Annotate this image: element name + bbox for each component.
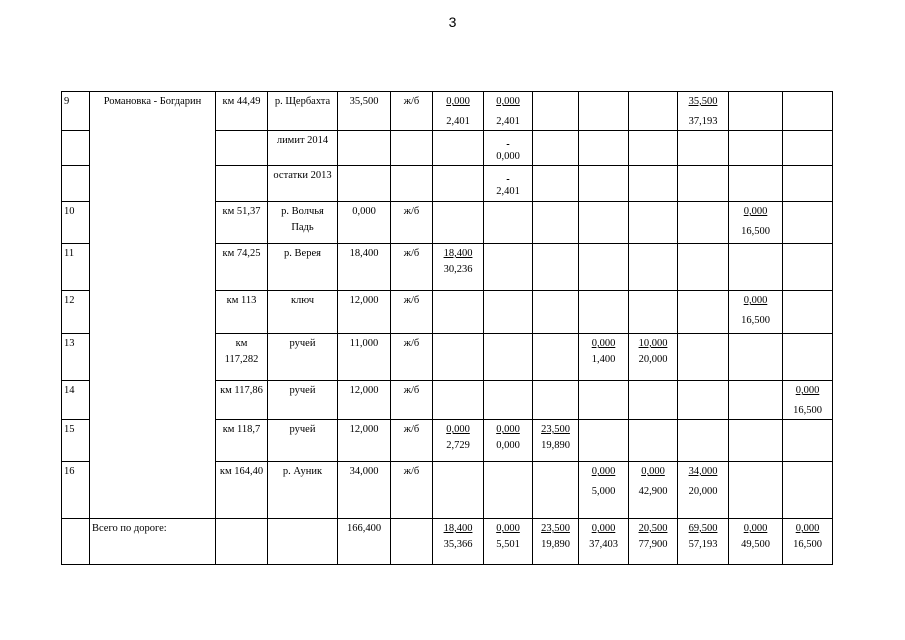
value-cell-8 [783, 92, 833, 131]
table-body [62, 92, 833, 565]
value-cell-4 [579, 92, 629, 131]
value-cell-7 [729, 420, 783, 462]
cost-value: 5,501 [496, 539, 520, 550]
cost-value: 2,401 [446, 116, 470, 127]
value-cell-7 [729, 202, 783, 244]
value-pair [581, 521, 626, 553]
row-number [62, 131, 90, 166]
planned-value: 0,000 [591, 338, 616, 349]
value-pair [680, 464, 726, 500]
value-cell-6 [678, 131, 729, 166]
crossing-object: р. Верея [268, 244, 338, 291]
row-number: 15 [62, 420, 90, 462]
value-cell-1 [433, 291, 484, 334]
cost-value: 77,900 [638, 539, 668, 550]
value-cell-2 [484, 166, 533, 202]
material: ж/б [391, 244, 433, 291]
crossing-object: р. Щербахта [268, 92, 338, 131]
value-cell-2 [484, 92, 533, 131]
cost-value: 5,000 [591, 486, 616, 497]
value-cell-8 [783, 244, 833, 291]
planned-value: 35,500 [688, 96, 718, 107]
value-pair [680, 521, 726, 553]
cost-value: 19,890 [541, 440, 570, 451]
planned-value: 10,000 [638, 338, 668, 349]
value-cell-8 [783, 202, 833, 244]
planned-value: 0,000 [743, 295, 768, 306]
material: ж/б [391, 202, 433, 244]
length-value: 12,000 [338, 381, 391, 420]
cost-value: 35,366 [443, 539, 473, 550]
km-position: км 113 [216, 291, 268, 334]
value-cell-8 [783, 131, 833, 166]
km-position: км 164,40 [216, 462, 268, 519]
km-position [216, 131, 268, 166]
value-cell-6 [678, 420, 729, 462]
value-cell-7 [729, 381, 783, 420]
value-cell-3 [533, 92, 579, 131]
value-pair [731, 293, 780, 329]
row-number: 16 [62, 462, 90, 519]
value-pair [581, 464, 626, 500]
value-cell-2 [484, 291, 533, 334]
length-value: 34,000 [338, 462, 391, 519]
bridge-table [61, 91, 833, 565]
planned-value: 0,000 [446, 424, 470, 435]
crossing-object: ручей [268, 420, 338, 462]
value-pair [435, 246, 481, 278]
planned-value: 0,000 [496, 523, 520, 534]
cost-value: 49,500 [741, 539, 770, 550]
row-number: 11 [62, 244, 90, 291]
planned-value: 0,000 [496, 424, 520, 435]
value-pair [731, 521, 780, 553]
value-cell-2 [484, 462, 533, 519]
value-pair [785, 521, 830, 553]
value-cell-5 [629, 291, 678, 334]
value-pair [535, 422, 576, 454]
value-cell-3 [533, 244, 579, 291]
value-cell-4 [579, 462, 629, 519]
value-pair [486, 94, 530, 130]
value-cell-4 [579, 420, 629, 462]
total-value-4 [579, 519, 629, 565]
value-cell-3 [533, 291, 579, 334]
length-value: 35,500 [338, 92, 391, 131]
km-position: км 117,282 [216, 334, 268, 381]
value-cell-3 [533, 462, 579, 519]
value-cell-7 [729, 131, 783, 166]
total-value-6 [678, 519, 729, 565]
value-cell-4 [579, 202, 629, 244]
total-value-8 [783, 519, 833, 565]
value-cell-8 [783, 462, 833, 519]
value-pair [486, 168, 530, 200]
value-cell-4 [579, 166, 629, 202]
value-cell-1 [433, 166, 484, 202]
km-position [216, 166, 268, 202]
planned-value: 0,000 [795, 523, 820, 534]
value-cell-3 [533, 381, 579, 420]
cost-value: 2,729 [446, 440, 470, 451]
cost-value: 20,000 [638, 354, 668, 365]
value-cell-1 [433, 202, 484, 244]
value-cell-5 [629, 420, 678, 462]
total-value-3 [533, 519, 579, 565]
planned-value: 23,500 [541, 424, 570, 435]
material: ж/б [391, 420, 433, 462]
km-position: км 117,86 [216, 381, 268, 420]
planned-value: 69,500 [688, 523, 718, 534]
km-position: км 74,25 [216, 244, 268, 291]
material: ж/б [391, 381, 433, 420]
value-cell-6 [678, 381, 729, 420]
crossing-object: ручей [268, 381, 338, 420]
material [391, 166, 433, 202]
value-cell-2 [484, 334, 533, 381]
crossing-object: остатки 2013 [268, 166, 338, 202]
value-cell-4 [579, 381, 629, 420]
length-value: 0,000 [338, 202, 391, 244]
total-row [62, 519, 833, 565]
planned-value: 20,500 [638, 523, 668, 534]
cost-value: 16,500 [793, 405, 822, 416]
length-value: 11,000 [338, 334, 391, 381]
value-cell-1 [433, 420, 484, 462]
value-cell-5 [629, 166, 678, 202]
value-cell-1 [433, 244, 484, 291]
cost-value: 0,000 [496, 440, 520, 451]
value-cell-4 [579, 334, 629, 381]
cost-value: 30,236 [443, 264, 473, 275]
total-label: Всего по дороге: [90, 519, 216, 565]
cost-value: 37,193 [688, 116, 718, 127]
value-cell-5 [629, 381, 678, 420]
value-cell-6 [678, 166, 729, 202]
planned-value: 18,400 [443, 248, 473, 259]
value-pair [435, 94, 481, 130]
value-cell-8 [783, 166, 833, 202]
value-cell-5 [629, 131, 678, 166]
planned-value: 0,000 [591, 523, 616, 534]
value-cell-7 [729, 92, 783, 131]
cost-value: 2,401 [496, 116, 520, 127]
planned-value: 0,000 [446, 96, 470, 107]
row-number: 12 [62, 291, 90, 334]
value-pair [631, 464, 675, 500]
value-cell-6 [678, 244, 729, 291]
length-value: 12,000 [338, 420, 391, 462]
material [391, 131, 433, 166]
value-cell-4 [579, 291, 629, 334]
total-value-5 [629, 519, 678, 565]
value-pair [435, 521, 481, 553]
planned-value [486, 133, 530, 149]
value-pair [486, 521, 530, 553]
cost-value: 16,500 [741, 315, 770, 326]
value-cell-6 [678, 291, 729, 334]
total-value-1 [433, 519, 484, 565]
value-cell-6 [678, 202, 729, 244]
value-cell-1 [433, 92, 484, 131]
total-blank [216, 519, 268, 565]
length-value: 12,000 [338, 291, 391, 334]
length-value [338, 166, 391, 202]
value-cell-2 [484, 381, 533, 420]
value-cell-2 [484, 202, 533, 244]
km-position: км 118,7 [216, 420, 268, 462]
cost-value: 16,500 [741, 226, 770, 237]
planned-value: 34,000 [688, 466, 718, 477]
cost-value: 57,193 [688, 539, 718, 550]
value-pair [680, 94, 726, 130]
value-pair [435, 422, 481, 454]
value-cell-6 [678, 462, 729, 519]
planned-value: 0,000 [641, 466, 665, 477]
value-cell-3 [533, 334, 579, 381]
total-blank [268, 519, 338, 565]
cost-value: 1,400 [591, 354, 616, 365]
value-cell-7 [729, 291, 783, 334]
value-cell-8 [783, 420, 833, 462]
material: ж/б [391, 92, 433, 131]
value-cell-7 [729, 244, 783, 291]
cost-value: 2,401 [496, 186, 520, 197]
value-cell-7 [729, 166, 783, 202]
total-blank [62, 519, 90, 565]
value-cell-6 [678, 334, 729, 381]
crossing-object: ручей [268, 334, 338, 381]
total-blank [391, 519, 433, 565]
cost-value: 0,000 [496, 151, 520, 162]
crossing-object: лимит 2014 [268, 131, 338, 166]
value-cell-3 [533, 420, 579, 462]
value-cell-5 [629, 92, 678, 131]
value-cell-7 [729, 462, 783, 519]
cost-value: 20,000 [688, 486, 718, 497]
value-cell-4 [579, 244, 629, 291]
row-number: 13 [62, 334, 90, 381]
total-value-7 [729, 519, 783, 565]
planned-value: 18,400 [443, 523, 473, 534]
value-cell-2 [484, 244, 533, 291]
page-number: 3 [448, 14, 457, 30]
value-cell-8 [783, 291, 833, 334]
crossing-object: ключ [268, 291, 338, 334]
cost-value: 42,900 [638, 486, 668, 497]
value-cell-6 [678, 92, 729, 131]
planned-value: 0,000 [496, 96, 520, 107]
value-cell-3 [533, 202, 579, 244]
planned-value: 23,500 [541, 523, 570, 534]
value-cell-8 [783, 381, 833, 420]
value-pair [631, 336, 675, 368]
planned-value: 0,000 [795, 385, 820, 396]
value-cell-5 [629, 334, 678, 381]
length-value [338, 131, 391, 166]
value-pair [486, 133, 530, 165]
value-cell-1 [433, 462, 484, 519]
row-number: 14 [62, 381, 90, 420]
material: ж/б [391, 334, 433, 381]
planned-value: 0,000 [743, 206, 768, 217]
value-pair [581, 336, 626, 368]
crossing-object: р. Ауник [268, 462, 338, 519]
value-pair [631, 521, 675, 553]
total-value-2 [484, 519, 533, 565]
total-length: 166,400 [338, 519, 391, 565]
crossing-object: р. Волчья Падь [268, 202, 338, 244]
km-position: км 51,37 [216, 202, 268, 244]
value-pair [535, 521, 576, 553]
planned-value: 0,000 [743, 523, 768, 534]
value-pair [486, 422, 530, 454]
table-row [62, 92, 833, 131]
value-cell-3 [533, 131, 579, 166]
length-value: 18,400 [338, 244, 391, 291]
cost-value: 16,500 [793, 539, 822, 550]
planned-value [486, 168, 530, 184]
cost-value: 19,890 [541, 539, 570, 550]
cost-value: 37,403 [589, 539, 618, 550]
value-cell-5 [629, 462, 678, 519]
value-cell-4 [579, 131, 629, 166]
row-number: 9 [62, 92, 90, 131]
value-cell-1 [433, 334, 484, 381]
value-cell-2 [484, 131, 533, 166]
value-pair [785, 383, 830, 419]
material: ж/б [391, 291, 433, 334]
planned-value: 0,000 [591, 466, 616, 477]
km-position: км 44,49 [216, 92, 268, 131]
value-cell-1 [433, 381, 484, 420]
row-number [62, 166, 90, 202]
value-cell-5 [629, 244, 678, 291]
value-cell-2 [484, 420, 533, 462]
road-name: Романовка - Богдарин [90, 92, 216, 519]
row-number: 10 [62, 202, 90, 244]
value-cell-5 [629, 202, 678, 244]
value-cell-8 [783, 334, 833, 381]
value-cell-7 [729, 334, 783, 381]
material: ж/б [391, 462, 433, 519]
value-pair [731, 204, 780, 240]
value-cell-3 [533, 166, 579, 202]
value-cell-1 [433, 131, 484, 166]
